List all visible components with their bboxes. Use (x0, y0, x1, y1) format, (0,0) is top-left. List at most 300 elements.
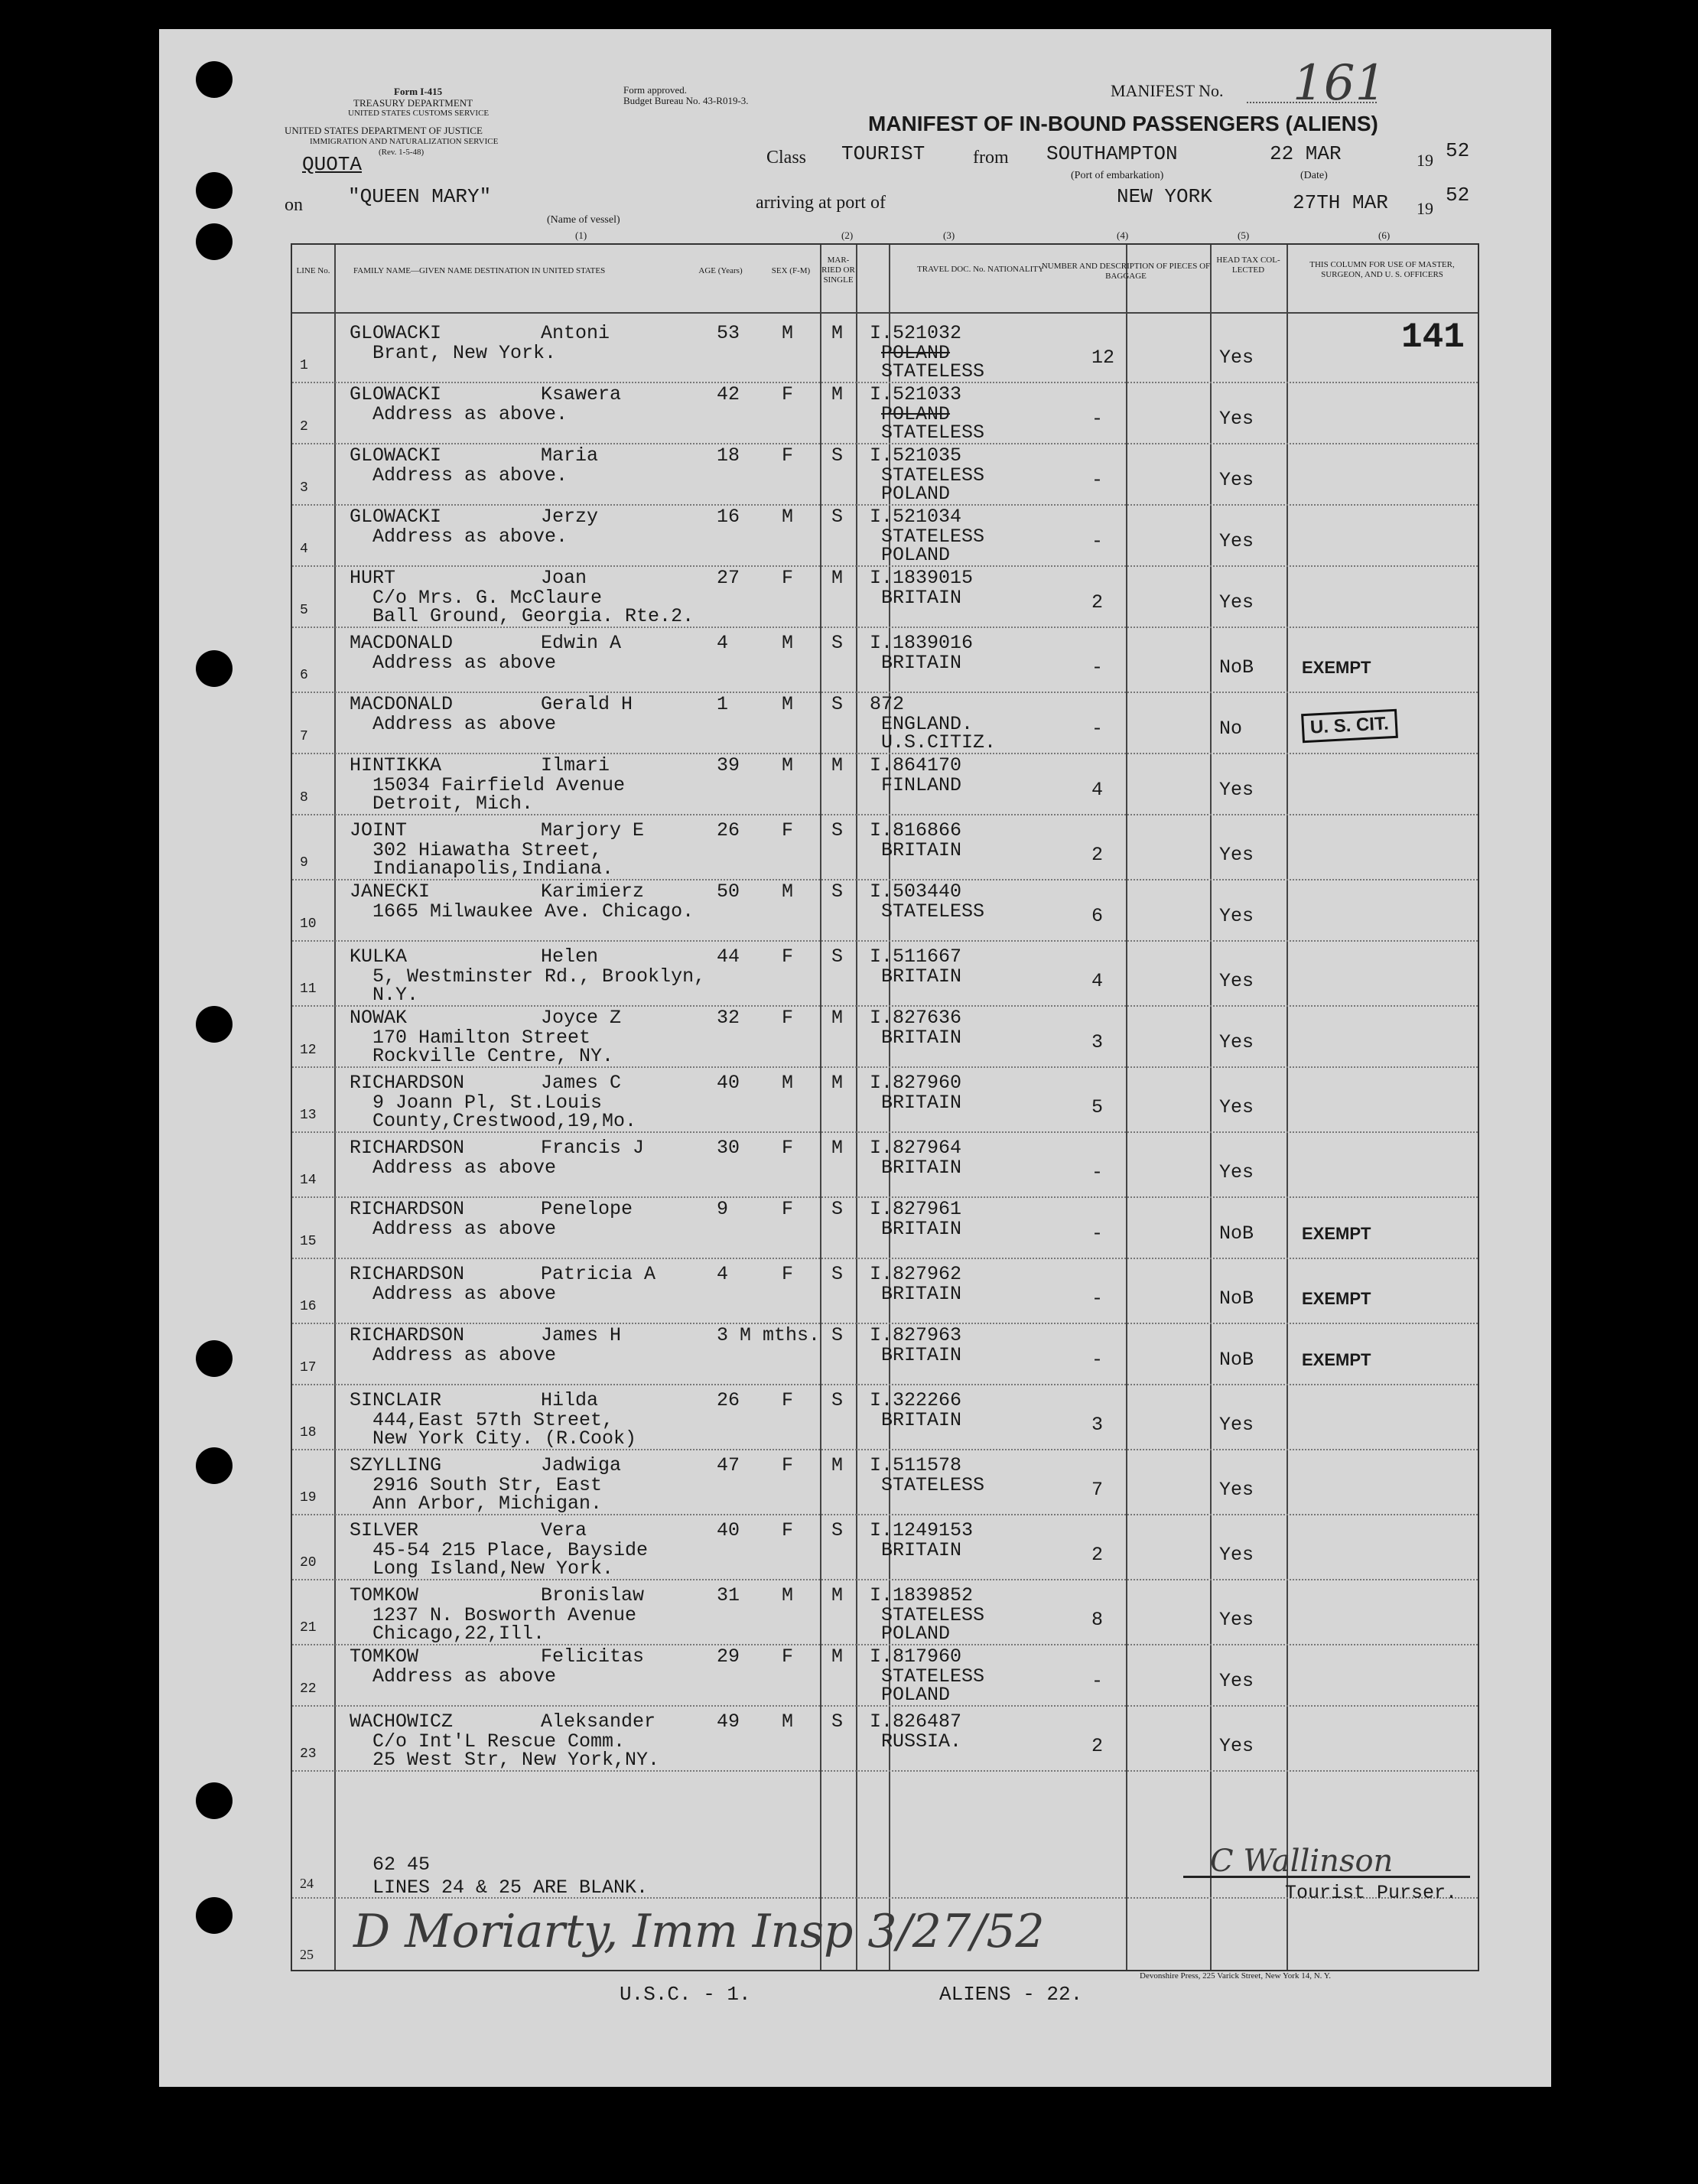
footer-usc: U.S.C. - 1. (620, 1983, 751, 2006)
baggage-count: - (1091, 718, 1104, 740)
rev-date: (Rev. 1-5-48) (379, 148, 424, 157)
baggage-count: 2 (1091, 844, 1104, 866)
age: 31 (717, 1584, 740, 1606)
line-number: 20 (300, 1555, 317, 1570)
sex: F (782, 819, 794, 841)
arrival-year: 52 (1446, 184, 1470, 207)
from-label: from (973, 148, 1009, 168)
nationality-1: STATELESS (881, 464, 985, 487)
col-head-headtax: HEAD TAX COL-LECTED (1216, 256, 1280, 275)
head-tax: Yes (1219, 844, 1254, 866)
table-row (292, 815, 1478, 879)
travel-doc-number: I.521032 (870, 322, 962, 344)
head-tax: NoB (1219, 1349, 1254, 1371)
marital-status: S (831, 1519, 844, 1541)
family-name: SILVER (350, 1519, 419, 1541)
given-name: Patricia A (541, 1263, 656, 1285)
marital-status: M (831, 1584, 844, 1606)
marital-status: S (831, 819, 844, 841)
destination-line-1: C/o Mrs. G. McClaure (372, 587, 603, 609)
baggage-count: - (1091, 656, 1104, 679)
line-number: 7 (300, 729, 308, 744)
marital-status: S (831, 506, 844, 528)
given-name: Jerzy (541, 506, 599, 528)
col-num-3: (3) (943, 229, 955, 241)
sex: M (782, 754, 794, 776)
marital-status: S (831, 1710, 844, 1733)
age: 9 (717, 1198, 729, 1220)
nationality-1: BRITAIN (881, 1344, 962, 1366)
head-tax: Yes (1219, 1031, 1254, 1053)
punch-hole (196, 61, 233, 98)
line-number: 24 (300, 1876, 314, 1891)
given-name: Joan (541, 567, 587, 589)
family-name: WACHOWICZ (350, 1710, 454, 1733)
travel-doc-number: I.817960 (870, 1645, 962, 1668)
marital-status: M (831, 1137, 844, 1159)
marital-status: S (831, 880, 844, 903)
head-tax: Yes (1219, 779, 1254, 801)
nationality-1: STATELESS (881, 1474, 985, 1496)
destination-line-2: Detroit, Mich. (372, 793, 534, 815)
travel-doc-number: I.521033 (870, 383, 962, 405)
line-number: 19 (300, 1490, 317, 1505)
arrival-date: 27TH MAR (1293, 191, 1388, 214)
head-tax: Yes (1219, 1161, 1254, 1183)
nationality-1: BRITAIN (881, 1157, 962, 1179)
nationality-2: POLAND (881, 483, 951, 505)
line-number: 13 (300, 1108, 317, 1123)
baggage-count: 7 (1091, 1479, 1104, 1501)
line-number: 11 (300, 981, 317, 997)
table-row (292, 876, 1478, 940)
line-number: 18 (300, 1425, 317, 1440)
customs-service: UNITED STATES CUSTOMS SERVICE (348, 109, 490, 118)
destination-line-1: Address as above (372, 1283, 557, 1305)
punch-hole (196, 223, 233, 260)
marital-status: S (831, 1263, 844, 1285)
travel-doc-number: I.864170 (870, 754, 962, 776)
destination-line-1: Address as above. (372, 526, 568, 548)
travel-doc-number: I.827960 (870, 1072, 962, 1094)
baggage-count: - (1091, 469, 1104, 491)
sex: F (782, 1137, 794, 1159)
travel-doc-number: I.503440 (870, 880, 962, 903)
table-row (292, 1258, 1478, 1323)
baggage-count: 4 (1091, 970, 1104, 992)
header-rule (292, 312, 1478, 314)
sex: M (782, 1072, 794, 1094)
page-title: MANIFEST OF IN-BOUND PASSENGERS (ALIENS) (868, 112, 1378, 135)
sex: M (782, 880, 794, 903)
punch-hole (196, 1782, 233, 1819)
age: 29 (717, 1645, 740, 1668)
baggage-count: - (1091, 1349, 1104, 1371)
nationality-1: BRITAIN (881, 652, 962, 674)
line-number: 23 (300, 1746, 317, 1762)
destination-line-1: Address as above (372, 1344, 557, 1366)
col-num-1: (1) (575, 229, 587, 241)
destination-line-1: 1665 Milwaukee Ave. Chicago. (372, 900, 694, 923)
sex: F (782, 1198, 794, 1220)
baggage-count: 4 (1091, 779, 1104, 801)
table-row (292, 1641, 1478, 1705)
family-name: HURT (350, 567, 396, 589)
col-num-5: (5) (1238, 229, 1250, 241)
age: 50 (717, 880, 740, 903)
age: 49 (717, 1710, 740, 1733)
baggage-count: - (1091, 1287, 1104, 1310)
extra-address-line: 62 45 (372, 1854, 431, 1876)
table-row (292, 1706, 1478, 1770)
col-head-baggage: NUMBER AND DESCRIPTION OF PIECES OF BAGGAGE (1041, 262, 1211, 281)
destination-line-2: Indianapolis,Indiana. (372, 858, 614, 880)
given-name: Felicitas (541, 1645, 645, 1668)
head-tax: Yes (1219, 1096, 1254, 1118)
destination-line-2: N.Y. (372, 984, 419, 1006)
baggage-count: - (1091, 408, 1104, 430)
head-tax: Yes (1219, 1735, 1254, 1757)
head-tax: Yes (1219, 1609, 1254, 1631)
marital-status: S (831, 1389, 844, 1411)
age: 30 (717, 1137, 740, 1159)
table-row (292, 688, 1478, 753)
age: 26 (717, 819, 740, 841)
destination-line-2: County,Crestwood,19,Mo. (372, 1110, 637, 1132)
family-name: SINCLAIR (350, 1389, 442, 1411)
inspector-signature: D Moriarty, Imm Insp 3/27/52 (353, 1905, 1045, 1958)
officer-note: EXEMPT (1302, 658, 1371, 677)
given-name: Helen (541, 946, 599, 968)
punch-hole (196, 650, 233, 687)
family-name: GLOWACKI (350, 383, 442, 405)
line-number: 10 (300, 916, 317, 932)
sex: M (782, 322, 794, 344)
line-number: 21 (300, 1620, 317, 1636)
vessel-name: "QUEEN MARY" (348, 185, 492, 208)
manifest-no-line (1247, 102, 1377, 103)
table-row (292, 1193, 1478, 1258)
col-head-married: MAR-RIED OR SINGLE (821, 256, 855, 285)
family-name: GLOWACKI (350, 506, 442, 528)
family-name: RICHARDSON (350, 1324, 465, 1346)
destination-line-1: Address as above (372, 1218, 557, 1240)
marital-status: M (831, 1007, 844, 1029)
from-value: SOUTHAMPTON (1046, 142, 1178, 165)
nationality-1: STATELESS (881, 1604, 985, 1626)
class-label: Class (766, 148, 807, 168)
given-name: Aleksander (541, 1710, 656, 1733)
line-number: 5 (300, 603, 308, 618)
line-number: 12 (300, 1043, 317, 1058)
nationality-1: BRITAIN (881, 1539, 962, 1561)
port-embark-caption: (Port of embarkation) (1071, 170, 1164, 181)
family-name: RICHARDSON (350, 1072, 465, 1094)
destination-line-2: Long Island,New York. (372, 1557, 614, 1580)
manifest-no: 161 (1293, 55, 1387, 112)
nationality-2: STATELESS (881, 360, 985, 382)
family-name: MACDONALD (350, 632, 454, 654)
manifest-no-label: MANIFEST No. (1111, 81, 1224, 100)
marital-status: M (831, 383, 844, 405)
travel-doc-number: I.827963 (870, 1324, 962, 1346)
travel-doc-number: I.511667 (870, 946, 962, 968)
nationality-1: BRITAIN (881, 965, 962, 988)
arrival-port: NEW YORK (1117, 185, 1212, 208)
nationality-1: BRITAIN (881, 1218, 962, 1240)
nationality-1: POLAND (881, 342, 951, 364)
col-head-traveldoc: TRAVEL DOC. No. NATIONALITY (917, 265, 1044, 274)
table-row (292, 1580, 1478, 1644)
line-number: 8 (300, 790, 308, 806)
destination-line-1: C/o Int'L Rescue Comm. (372, 1730, 626, 1753)
sex: F (782, 383, 794, 405)
marital-status: S (831, 1198, 844, 1220)
punch-hole (196, 1897, 233, 1934)
given-name: Hilda (541, 1389, 599, 1411)
embark-year-prefix: 19 (1417, 151, 1433, 170)
printer-line: Devonshire Press, 225 Varick Street, New York 14, N. Y. (1140, 1971, 1332, 1981)
age: 40 (717, 1519, 740, 1541)
age: 47 (717, 1454, 740, 1476)
destination-line-2: Chicago,22,Ill. (372, 1623, 545, 1645)
baggage-count: 3 (1091, 1031, 1104, 1053)
nationality-1: ENGLAND. (881, 713, 974, 735)
punch-hole (196, 1006, 233, 1043)
line-number: 16 (300, 1299, 317, 1314)
marital-status: M (831, 1645, 844, 1668)
justice-dept: UNITED STATES DEPARTMENT OF JUSTICE (285, 125, 483, 136)
destination-line-1: Address as above. (372, 403, 568, 425)
line-number: 22 (300, 1681, 317, 1697)
family-name: SZYLLING (350, 1454, 442, 1476)
destination-line-1: 15034 Fairfield Avenue (372, 774, 626, 796)
head-tax: NoB (1219, 1287, 1254, 1310)
baggage-count: 2 (1091, 1544, 1104, 1566)
age: 32 (717, 1007, 740, 1029)
nationality-1: RUSSIA. (881, 1730, 962, 1753)
destination-line-1: Address as above. (372, 464, 568, 487)
family-name: RICHARDSON (350, 1263, 465, 1285)
baggage-count: - (1091, 1161, 1104, 1183)
form-approved: Form approved. (623, 84, 688, 96)
destination-line-1: 2916 South Str, East (372, 1474, 603, 1496)
travel-doc-number: I.826487 (870, 1710, 962, 1733)
line-number: 17 (300, 1360, 317, 1375)
baggage-count: - (1091, 530, 1104, 552)
marital-status: M (831, 567, 844, 589)
destination-line-1: Address as above (372, 1665, 557, 1688)
age: 4 (717, 1263, 729, 1285)
head-tax: NoB (1219, 1222, 1254, 1245)
officer-number: 141 (1401, 317, 1465, 357)
treasury-dept: TREASURY DEPARTMENT (353, 97, 473, 109)
line-number: 3 (300, 480, 308, 496)
destination-line-1: Address as above (372, 1157, 557, 1179)
baggage-count: 2 (1091, 591, 1104, 614)
travel-doc-number: I.827964 (870, 1137, 962, 1159)
head-tax: Yes (1219, 347, 1254, 369)
nationality-1: STATELESS (881, 1665, 985, 1688)
travel-doc-number: I.521035 (870, 444, 962, 467)
nationality-2: U.S.CITIZ. (881, 731, 997, 753)
nationality-1: STATELESS (881, 526, 985, 548)
nationality-2: POLAND (881, 544, 951, 566)
given-name: Penelope (541, 1198, 633, 1220)
line-number: 25 (300, 1947, 314, 1962)
head-tax: Yes (1219, 530, 1254, 552)
head-tax: NoB (1219, 656, 1254, 679)
given-name: Francis J (541, 1137, 645, 1159)
table-row (292, 562, 1478, 627)
travel-doc-number: I.827961 (870, 1198, 962, 1220)
marital-status: M (831, 322, 844, 344)
travel-doc-number: I.1839015 (870, 567, 974, 589)
travel-doc-number: I.322266 (870, 1389, 962, 1411)
family-name: HINTIKKA (350, 754, 442, 776)
travel-doc-number: 872 (870, 693, 905, 715)
budget-bureau: Budget Bureau No. 43-R019-3. (623, 95, 749, 106)
sex: F (782, 444, 794, 467)
table-row (292, 1002, 1478, 1066)
marital-status: M (831, 1454, 844, 1476)
given-name: Vera (541, 1519, 587, 1541)
baggage-count: 8 (1091, 1609, 1104, 1631)
family-name: RICHARDSON (350, 1137, 465, 1159)
family-name: MACDONALD (350, 693, 454, 715)
head-tax: No (1219, 718, 1243, 740)
officer-note: EXEMPT (1302, 1289, 1371, 1308)
head-tax: Yes (1219, 905, 1254, 927)
sex: F (782, 946, 794, 968)
table-row (292, 627, 1478, 692)
nationality-1: BRITAIN (881, 1409, 962, 1431)
family-name: KULKA (350, 946, 408, 968)
line-number: 4 (300, 542, 308, 557)
punch-hole (196, 1447, 233, 1484)
footer-aliens: ALIENS - 22. (939, 1983, 1083, 2006)
baggage-count: 5 (1091, 1096, 1104, 1118)
marital-status: S (831, 946, 844, 968)
travel-doc-number: I.816866 (870, 819, 962, 841)
head-tax: Yes (1219, 970, 1254, 992)
ins-service: IMMIGRATION AND NATURALIZATION SERVICE (310, 137, 499, 146)
given-name: Joyce Z (541, 1007, 622, 1029)
family-name: JOINT (350, 819, 408, 841)
line-number: 6 (300, 668, 308, 683)
given-name: Edwin A (541, 632, 622, 654)
embark-date: 22 MAR (1270, 142, 1342, 165)
table-row (292, 1450, 1478, 1514)
given-name: Karimierz (541, 880, 645, 903)
given-name: Bronislaw (541, 1584, 645, 1606)
age: 42 (717, 383, 740, 405)
given-name: Jadwiga (541, 1454, 622, 1476)
travel-doc-number: I.1839852 (870, 1584, 974, 1606)
nationality-1: BRITAIN (881, 1283, 962, 1305)
destination-line-1: Brant, New York. (372, 342, 557, 364)
family-name: JANECKI (350, 880, 431, 903)
table-row (292, 941, 1478, 1005)
on-label: on (285, 195, 303, 215)
destination-line-1: Address as above (372, 652, 557, 674)
officer-note: EXEMPT (1302, 1224, 1371, 1243)
head-tax: Yes (1219, 1479, 1254, 1501)
embark-year: 52 (1446, 139, 1470, 162)
baggage-count: - (1091, 1670, 1104, 1692)
travel-doc-number: I.1249153 (870, 1519, 974, 1541)
given-name: Gerald H (541, 693, 633, 715)
marital-status: S (831, 693, 844, 715)
baggage-count: 6 (1091, 905, 1104, 927)
destination-line-1: 45-54 215 Place, Bayside (372, 1539, 649, 1561)
destination-line-1: 444,East 57th Street, (372, 1409, 614, 1431)
col-num-4: (4) (1117, 229, 1129, 241)
age: 1 (717, 693, 729, 715)
given-name: Ilmari (541, 754, 610, 776)
purser-signature: C Wallinson (1210, 1844, 1394, 1879)
table-row (292, 379, 1478, 443)
travel-doc-number: I.1839016 (870, 632, 974, 654)
vessel-caption: (Name of vessel) (547, 214, 620, 226)
sex: F (782, 567, 794, 589)
destination-line-2: Ball Ground, Georgia. Rte.2. (372, 605, 694, 627)
destination-line-2: Rockville Centre, NY. (372, 1045, 614, 1067)
arriving-label: arriving at port of (756, 193, 886, 213)
given-name: Ksawera (541, 383, 622, 405)
nationality-1: BRITAIN (881, 839, 962, 861)
table-row (292, 1132, 1478, 1196)
table-row (292, 1067, 1478, 1131)
travel-doc-number: I.827962 (870, 1263, 962, 1285)
nationality-1: BRITAIN (881, 1092, 962, 1114)
punch-hole (196, 1340, 233, 1377)
age: 4 (717, 632, 729, 654)
sex: M (782, 506, 794, 528)
nationality-2: STATELESS (881, 422, 985, 444)
sex: F (782, 1454, 794, 1476)
table-row (292, 317, 1478, 382)
date-caption: (Date) (1300, 170, 1328, 181)
table-row (292, 1320, 1478, 1384)
age: 40 (717, 1072, 740, 1094)
marital-status: S (831, 444, 844, 467)
given-name: Antoni (541, 322, 610, 344)
destination-line-2: 25 West Str, New York,NY. (372, 1749, 660, 1771)
sex: F (782, 1007, 794, 1029)
age: 39 (717, 754, 740, 776)
col-head-sex: SEX (F-M) (771, 266, 811, 275)
given-name: Maria (541, 444, 599, 467)
marital-status: M (831, 1072, 844, 1094)
nationality-1: STATELESS (881, 900, 985, 923)
destination-line-2: New York City. (R.Cook) (372, 1427, 637, 1450)
line-number: 14 (300, 1173, 317, 1188)
family-name: TOMKOW (350, 1584, 419, 1606)
family-name: NOWAK (350, 1007, 408, 1029)
baggage-count: 2 (1091, 1735, 1104, 1757)
col-num-6: (6) (1378, 229, 1391, 241)
travel-doc-number: I.511578 (870, 1454, 962, 1476)
table-row (292, 1385, 1478, 1449)
baggage-count: 3 (1091, 1414, 1104, 1436)
col-head-age: AGE (Years) (698, 266, 743, 275)
nationality-1: BRITAIN (881, 1027, 962, 1049)
col-head-line: LINE No. (296, 266, 330, 275)
table-row (292, 750, 1478, 814)
given-name: James H (541, 1324, 622, 1346)
line-number: 9 (300, 855, 308, 871)
